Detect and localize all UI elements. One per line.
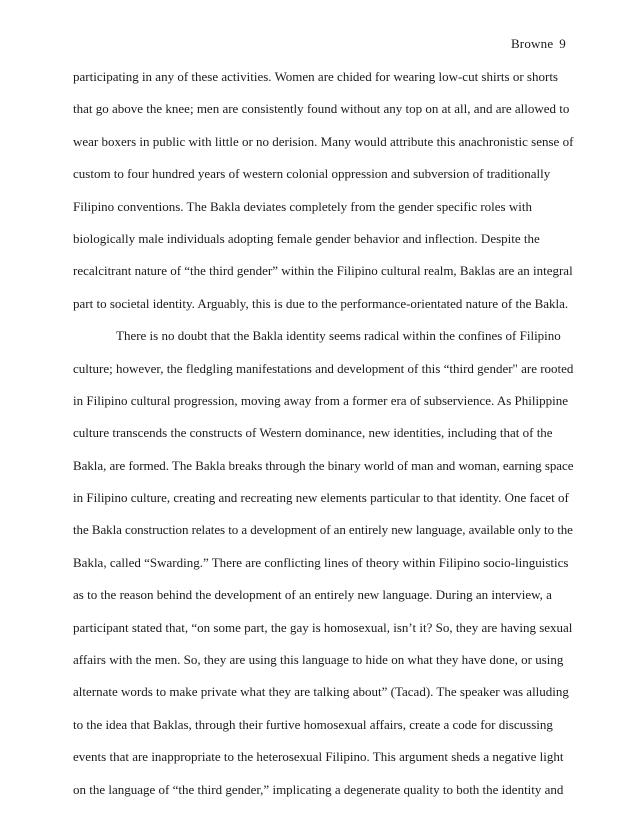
text-line: recalcitrant nature of “the third gender” within the Filipino cultural realm, Baklas are an integral	[73, 263, 573, 279]
text-line: biologically male individuals adopting female gender behavior and inflection. Despite the	[73, 230, 540, 246]
text-line: in Filipino culture, creating and recreating new elements particular to that identity. One facet of	[73, 490, 569, 506]
header-page-number: 9	[559, 36, 566, 51]
text-line: Bakla, are formed. The Bakla breaks through the binary world of man and woman, earning space	[73, 457, 574, 473]
text-line: wear boxers in public with little or no derision. Many would attribute this anachronistic sense of	[73, 133, 574, 149]
text-line: part to societal identity. Arguably, this is due to the performance-orientated nature of the Bakla.	[73, 295, 569, 311]
body-text	[73, 70, 573, 815]
header-author: Browne	[510, 36, 554, 51]
text-line: participant stated that, “on some part, the gay is homosexual, isn’t it? So, they are having sexual	[73, 619, 573, 635]
text-line: culture transcends the constructs of Western dominance, new identities, including that of the	[73, 425, 553, 441]
text-line: culture; however, the fledgling manifestations and development of this “third gender" are rooted	[73, 360, 574, 376]
text-line: in Filipino cultural progression, moving away from a former era of subservience. As Philippine	[73, 392, 568, 408]
text-line: custom to four hundred years of western colonial oppression and subversion of traditionally	[73, 166, 551, 182]
text-line: participating in any of these activities. Women are chided for wearing low-cut shirts or shorts	[73, 69, 558, 84]
text-line: alternate words to make private what they are talking about” (Tacad). The speaker was alluding	[73, 684, 569, 700]
text-line: that go above the knee; men are consistently found without any top on at all, and are allowed to	[73, 101, 570, 117]
text-line: events that are inappropriate to the heterosexual Filipino. This argument sheds a negative light	[73, 749, 564, 765]
text-line: on the language of “the third gender,” implicating a degenerate quality to both the identity and	[73, 781, 564, 797]
text-line: the Bakla construction relates to a development of an entirely new language, available only to the	[73, 522, 573, 538]
paragraph-first-line: There is no doubt that the Bakla identity seems radical within the confines of Filipino	[116, 328, 561, 344]
running-header	[511, 36, 566, 52]
text-line: Bakla, called “Swarding.” There are conflicting lines of theory within Filipino socio-linguistics	[73, 554, 569, 570]
text-line: Filipino conventions. The Bakla deviates completely from the gender specific roles with	[73, 198, 532, 214]
text-line: as to the reason behind the development of an entirely new language. During an interview, a	[73, 587, 552, 603]
text-line: affairs with the men. So, they are using this language to hide on what they have done, or using	[73, 652, 564, 668]
text-line: to the idea that Baklas, through their furtive homosexual affairs, create a code for discussing	[73, 716, 553, 732]
